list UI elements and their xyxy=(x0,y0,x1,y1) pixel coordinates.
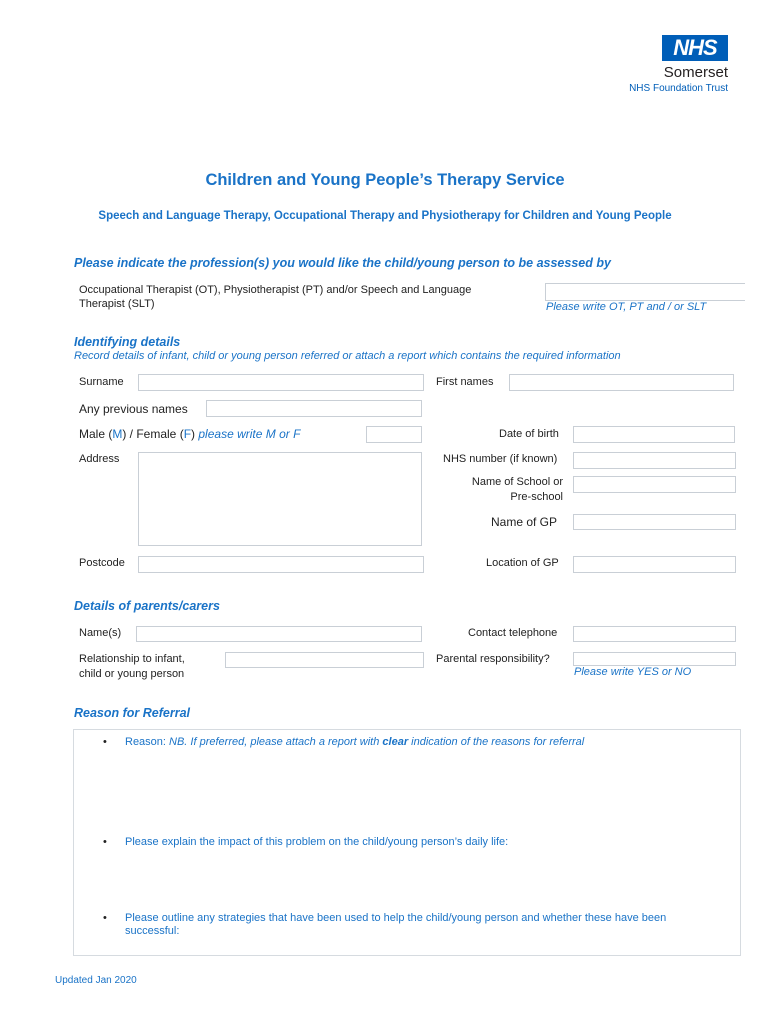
school-label-line2: Pre-school xyxy=(510,491,563,503)
profession-input[interactable] xyxy=(545,283,745,301)
responsibility-hint: Please write YES or NO xyxy=(574,666,692,678)
profession-heading: Please indicate the profession(s) you would like the child/young person to be assessed by xyxy=(74,256,611,270)
postcode-input[interactable] xyxy=(138,556,424,573)
school-input[interactable] xyxy=(573,476,736,493)
impact-bullet xyxy=(103,836,509,848)
reason-clear: clear xyxy=(382,736,409,748)
dob-label: Date of birth xyxy=(499,428,559,440)
sex-mid-text: ) / Female ( xyxy=(122,427,184,441)
impact-text: Please explain the impact of this problem on the child/young person’s daily life: xyxy=(125,836,509,848)
sex-label xyxy=(79,427,300,441)
sex-male-text: Male ( xyxy=(79,427,113,441)
gp-location-input[interactable] xyxy=(573,556,736,573)
reason-prefix: Reason: xyxy=(125,736,170,748)
sex-m-text: M xyxy=(112,427,123,441)
page-title: Children and Young People’s Therapy Service xyxy=(205,171,565,189)
nhs-logo: NHS xyxy=(662,35,728,61)
surname-label: Surname xyxy=(79,376,124,388)
telephone-label: Contact telephone xyxy=(468,627,558,639)
first-names-label: First names xyxy=(436,376,494,388)
gp-name-input[interactable] xyxy=(573,514,736,530)
previous-names-input[interactable] xyxy=(206,400,422,417)
parent-names-input[interactable] xyxy=(136,626,422,642)
first-names-input[interactable] xyxy=(509,374,734,391)
responsibility-input[interactable] xyxy=(573,652,736,666)
school-label-line1: Name of School or xyxy=(471,476,563,488)
logo-org-name: Somerset xyxy=(663,64,728,81)
postcode-label: Postcode xyxy=(79,557,125,569)
address-input[interactable] xyxy=(138,452,422,546)
sex-close-text: ) xyxy=(191,427,196,441)
profession-label-line2: Therapist (SLT) xyxy=(79,298,155,310)
sex-f-text: F xyxy=(183,427,192,441)
telephone-input[interactable] xyxy=(573,626,736,642)
nhs-number-input[interactable] xyxy=(573,452,736,469)
surname-input[interactable] xyxy=(138,374,424,391)
address-label: Address xyxy=(79,453,120,465)
relationship-input[interactable] xyxy=(225,652,424,668)
strategies-line1: Please outline any strategies that have been used to help the child/young person and whether these have been xyxy=(125,912,667,924)
gp-location-label: Location of GP xyxy=(486,557,559,569)
sex-input[interactable] xyxy=(366,426,422,443)
logo-trust-name: NHS Foundation Trust xyxy=(629,83,728,94)
relationship-label-line2: child or young person xyxy=(79,668,185,680)
parent-names-label: Name(s) xyxy=(79,627,122,639)
reason-nb: NB. If preferred, please attach a report with xyxy=(169,736,383,748)
profession-label-line1: Occupational Therapist (OT), Physiotherapist (PT) and/or Speech and Language xyxy=(79,284,472,296)
referral-heading: Reason for Referral xyxy=(74,706,191,720)
parents-heading: Details of parents/carers xyxy=(74,599,220,613)
previous-names-label: Any previous names xyxy=(79,402,188,416)
bullet-dot-icon: • xyxy=(103,736,107,748)
footer-updated: Updated Jan 2020 xyxy=(55,975,137,986)
profession-hint: Please write OT, PT and / or SLT xyxy=(546,301,707,313)
identifying-subheading: Record details of infant, child or young person referred or attach a report which contains the required information xyxy=(74,350,621,362)
relationship-label-line1: Relationship to infant, xyxy=(79,653,185,665)
bullet-dot-icon: • xyxy=(103,912,107,924)
strategies-bullet xyxy=(103,912,667,937)
gp-name-label: Name of GP xyxy=(491,515,558,529)
identifying-heading: Identifying details xyxy=(74,335,181,349)
strategies-line2: successful: xyxy=(125,925,180,937)
reason-bullet xyxy=(103,736,585,748)
nhs-number-label: NHS number (if known) xyxy=(443,453,558,465)
bullet-dot-icon: • xyxy=(103,836,107,848)
dob-input[interactable] xyxy=(573,426,735,443)
responsibility-label: Parental responsibility? xyxy=(436,653,550,665)
page-subtitle: Speech and Language Therapy, Occupational Therapy and Physiotherapy for Children and Young People xyxy=(98,210,672,222)
sex-hint: please write M or F xyxy=(198,427,301,441)
reason-suffix: indication of the reasons for referral xyxy=(408,736,585,748)
